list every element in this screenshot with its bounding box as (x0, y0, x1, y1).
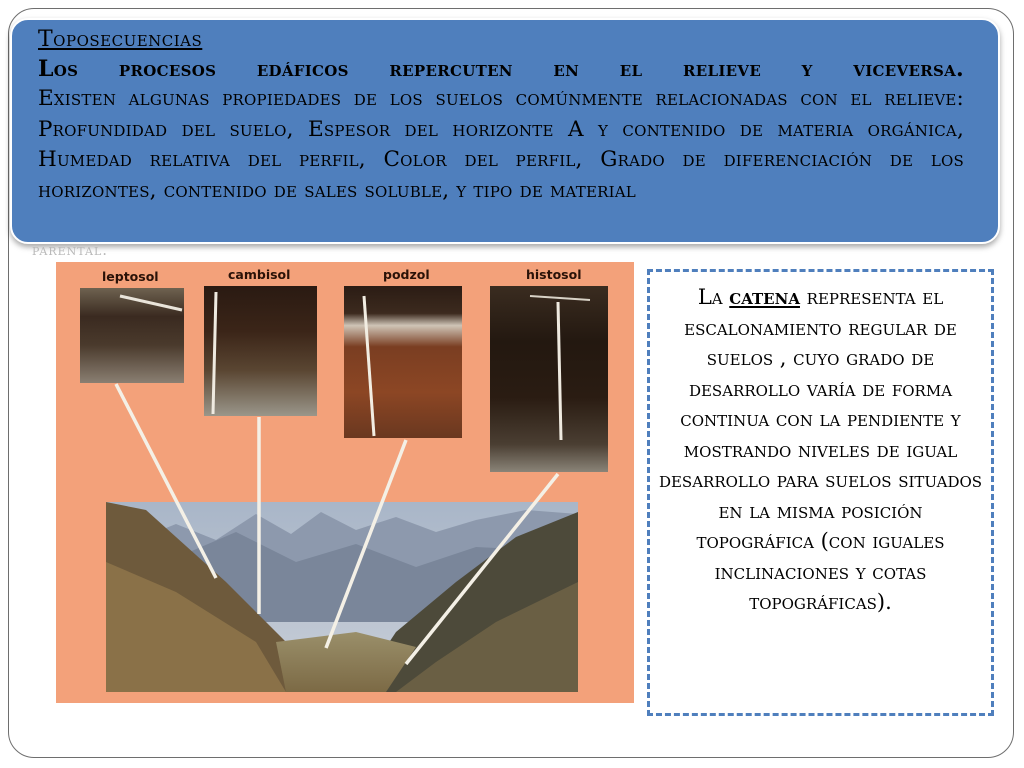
soil-catena-figure (56, 262, 634, 703)
profile-photo-podzol (344, 286, 462, 438)
profile-photo-cambisol (204, 286, 317, 416)
profile-label-cambisol: cambisol (228, 267, 291, 282)
catena-definition-box (647, 269, 994, 716)
overflow-text: parental. (32, 241, 109, 259)
catena-text-pre: La (697, 285, 730, 309)
profile-photo-histosol (490, 286, 608, 472)
profile-label-leptosol: leptosol (102, 269, 159, 284)
body-paragraph: Existen algunas propiedades de los suelos comúnmente relacionadas con el relieve: Profundidad del suelo, Espesor del horizonte A y contenido de materia orgánica, Humedad relativa del perfil, Color del perfil, Grado de diferenciación de los horizontes, contenido de sales soluble, y tipo de material (38, 86, 964, 203)
lead-sentence: Los procesos edáficos repercuten en el relieve y viceversa. (38, 56, 964, 82)
header-box (10, 18, 1000, 244)
profile-label-histosol: histosol (526, 267, 582, 282)
slide-title: Toposecuencias (38, 27, 203, 52)
catena-keyword: catena (729, 284, 800, 309)
profile-photo-leptosol (80, 288, 184, 383)
catena-text-post: representa el escalonamiento regular de suelos , cuyo grado de desarrollo varía de forma continua con la pendiente y mostrando niveles de igual desarrollo para suelos situados en la misma posición topográfica (con iguales inclinaciones y cotas topográficas). (658, 285, 983, 614)
profile-label-podzol: podzol (383, 267, 430, 282)
